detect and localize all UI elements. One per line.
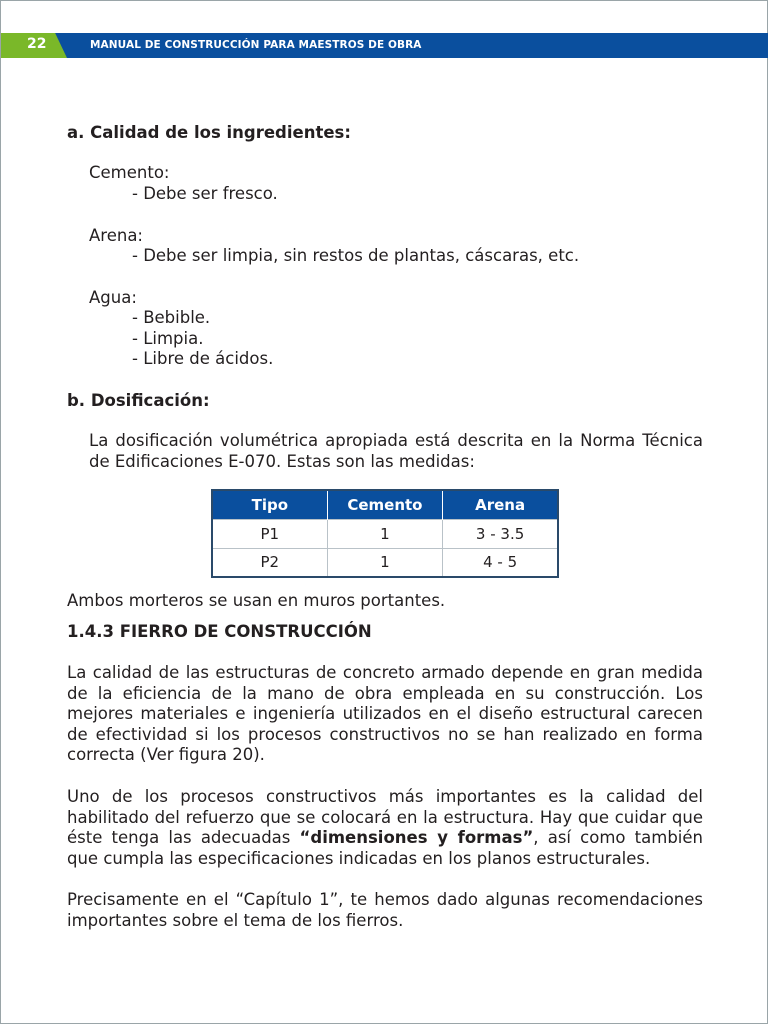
table-cell: P1 bbox=[212, 519, 327, 548]
fierro-paragraph-2 bbox=[67, 787, 703, 869]
cemento-label: Cemento: bbox=[89, 163, 170, 182]
table-row bbox=[212, 519, 558, 548]
agua-item: - Bebible. bbox=[132, 308, 211, 327]
agua-label: Agua: bbox=[89, 288, 137, 307]
table-cell: 4 - 5 bbox=[443, 548, 558, 577]
section-143-heading: 1.4.3 FIERRO DE CONSTRUCCIÓN bbox=[67, 622, 372, 641]
cemento-item: - Debe ser fresco. bbox=[132, 184, 278, 203]
table-header-cell: Cemento bbox=[327, 490, 443, 519]
dosificacion-table bbox=[211, 489, 559, 578]
table-header-cell: Tipo bbox=[212, 490, 327, 519]
fierro-paragraph-1: La calidad de las estructuras de concreto armado depende en gran medida de la eficiencia de la mano de obra empleada en su construcción. Los mejores materiales e ingeniería utilizados en el diseño estructural carecen de efectividad si los procesos constructivos no se han realizado en forma correcta (Ver figura 20). bbox=[67, 663, 703, 764]
dosificacion-intro: La dosificación volumétrica apropiada está descrita en la Norma Técnica de Edificaciones E-070. Estas son las medidas: bbox=[89, 431, 703, 471]
table-cell: 1 bbox=[327, 548, 443, 577]
table-cell: 3 - 3.5 bbox=[443, 519, 558, 548]
emphasis-text: “dimensiones y formas” bbox=[299, 828, 534, 847]
after-table-text: Ambos morteros se usan en muros portantes. bbox=[67, 591, 446, 610]
page-number: 22 bbox=[27, 36, 47, 52]
arena-item: - Debe ser limpia, sin restos de plantas, cáscaras, etc. bbox=[132, 246, 580, 265]
header-title: MANUAL DE CONSTRUCCIÓN PARA MAESTROS DE OBRA bbox=[90, 39, 422, 51]
agua-item: - Libre de ácidos. bbox=[132, 349, 274, 368]
paragraph-text: , así como también que cumpla las especificaciones indicadas en los planos estructurales. bbox=[67, 828, 703, 868]
agua-item: - Limpia. bbox=[132, 329, 204, 348]
table-row bbox=[212, 548, 558, 577]
arena-label: Arena: bbox=[89, 226, 143, 245]
page-header bbox=[1, 33, 768, 58]
table-cell: 1 bbox=[327, 519, 443, 548]
section-a-heading: a. Calidad de los ingredientes: bbox=[67, 123, 351, 142]
table-header-cell: Arena bbox=[443, 490, 558, 519]
table-cell: P2 bbox=[212, 548, 327, 577]
table-header-row bbox=[212, 490, 558, 519]
section-b-heading: b. Dosificación: bbox=[67, 391, 210, 410]
paragraph-text: Uno de los procesos constructivos más importantes es la calidad del habilitado del refuerzo que se colocará en la estructura. Hay que cuidar que éste tenga las adecuadas bbox=[67, 787, 703, 847]
fierro-paragraph-3: Precisamente en el “Capítulo 1”, te hemos dado algunas recomendaciones importantes sobre el tema de los fierros. bbox=[67, 890, 703, 930]
